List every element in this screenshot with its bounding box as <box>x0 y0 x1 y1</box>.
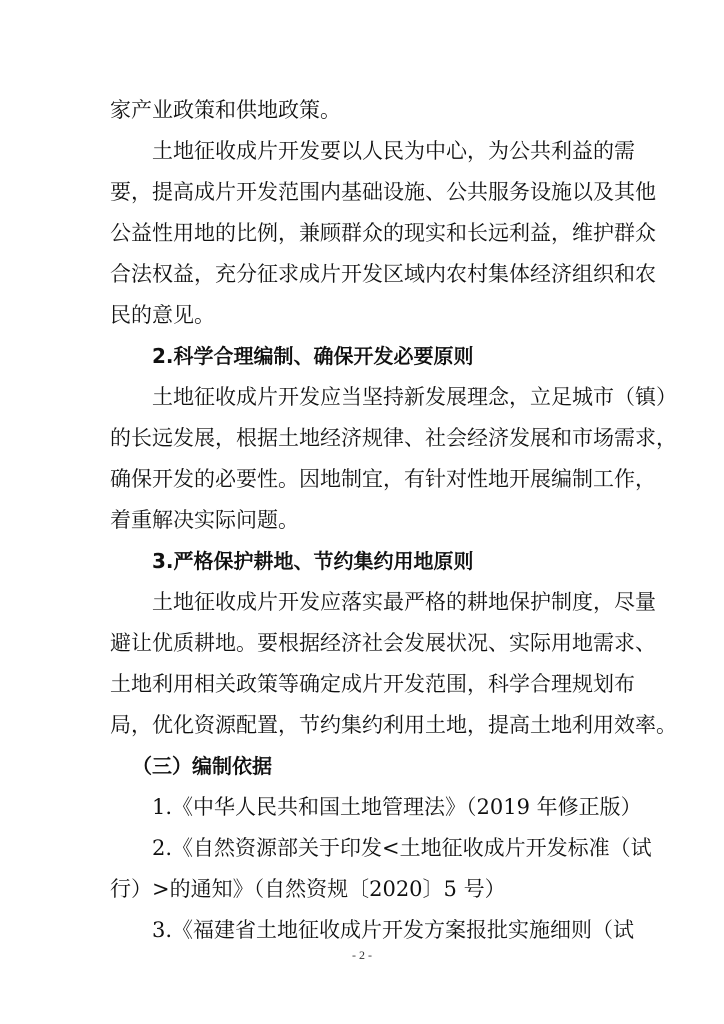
reference-item: 1.《中华人民共和国土地管理法》（2019 年修正版） <box>152 795 642 819</box>
paragraph-line: 合法权益，充分征求成片开发区域内农村集体经济组织和农 <box>110 262 656 286</box>
paragraph-line: 公益性用地的比例，兼顾群众的现实和长远利益，维护群众 <box>110 221 656 245</box>
paragraph-line: 土地利用相关政策等确定成片开发范围，科学合理规划布 <box>110 672 635 696</box>
reference-item: 3.《福建省土地征收成片开发方案报批实施细则（试 <box>152 918 635 942</box>
paragraph-line: 家产业政策和供地政策。 <box>110 98 341 122</box>
section-heading: 3.严格保护耕地、节约集约用地原则 <box>152 549 474 573</box>
paragraph-line: 土地征收成片开发应当坚持新发展理念，立足城市（镇） <box>152 385 677 409</box>
paragraph-line: 局，优化资源配置，节约集约利用土地，提高土地利用效率。 <box>110 713 677 737</box>
reference-item-continued: 行）>的通知》（自然资规〔2020〕5 号） <box>110 877 506 901</box>
paragraph-line: 土地征收成片开发要以人民为中心，为公共利益的需 <box>152 139 635 163</box>
paragraph-line: 民的意见。 <box>110 303 215 327</box>
paragraph-line: 确保开发的必要性。因地制宜，有针对性地开展编制工作， <box>110 467 656 491</box>
section-heading: 2.科学合理编制、确保开发必要原则 <box>152 344 474 368</box>
reference-item: 2.《自然资源部关于印发<土地征收成片开发标准（试 <box>152 836 652 860</box>
page-number: - 2 - <box>352 948 372 962</box>
paragraph-line: 避让优质耕地。要根据经济社会发展状况、实际用地需求、 <box>110 631 656 655</box>
subsection-heading: （三）编制依据 <box>132 754 272 778</box>
paragraph-line: 土地征收成片开发应落实最严格的耕地保护制度，尽量 <box>152 590 656 614</box>
paragraph-line: 要，提高成片开发范围内基础设施、公共服务设施以及其他 <box>110 180 656 204</box>
paragraph-line: 着重解决实际问题。 <box>110 508 299 532</box>
paragraph-line: 的长远发展，根据土地经济规律、社会经济发展和市场需求， <box>110 426 677 450</box>
